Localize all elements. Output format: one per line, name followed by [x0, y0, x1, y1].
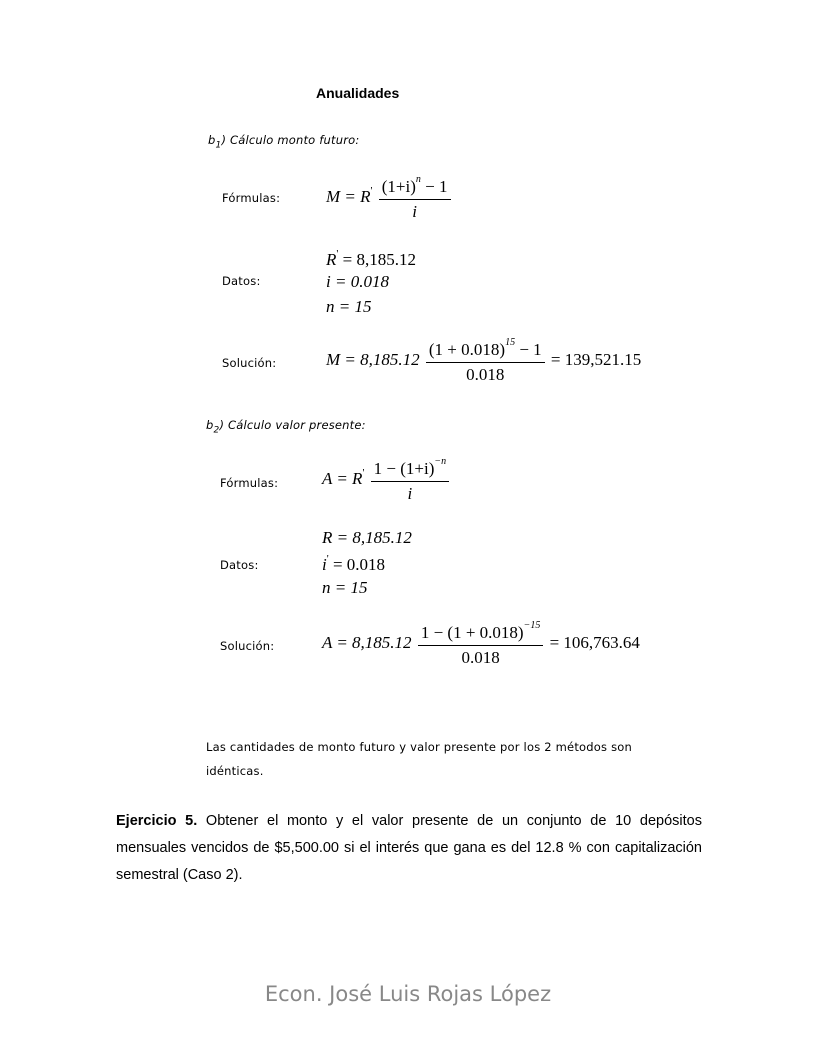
heading-index: 2 [213, 425, 220, 436]
solution-numerator-base: (1 + 0.018) [447, 623, 524, 642]
formula-numerator-tail: − 1 [420, 177, 448, 196]
b1-data-label: Datos: [222, 274, 261, 288]
b2-formulas-label: Fórmulas: [220, 476, 279, 490]
conclusion-note: Las cantidades de monto futuro y valor presente por los 2 métodos son idénticas. [206, 740, 632, 778]
formula-numerator-base: (1+i) [381, 177, 416, 196]
formula-numerator-base: (1+i) [400, 459, 435, 478]
section-b1-heading [208, 133, 359, 150]
heading-prefix: b [206, 418, 214, 432]
b1-data-R: R' = 8,185.12 [326, 248, 416, 269]
b2-data-label: Datos: [220, 558, 259, 572]
formula-numerator-exp: −n [434, 456, 447, 467]
b2-solution-label: Solución: [220, 639, 275, 653]
solution-numerator-exp: −15 [523, 620, 541, 631]
exercise-paragraph [116, 808, 702, 889]
solution-numerator-head: 1 − [420, 623, 448, 642]
solution-denominator: 0.018 [466, 365, 505, 384]
solution-result: = 139,521.15 [550, 349, 642, 369]
b2-solution [322, 620, 640, 668]
data-R-value: = 8,185.12 [342, 250, 416, 269]
solution-lhs: A = 8,185.12 [322, 632, 412, 652]
b2-formula: A = R' $\frac{1 - (1+i)^{-n}}{i}$ [322, 456, 451, 504]
heading-text: ) Cálculo valor presente: [219, 418, 366, 432]
solution-numerator-tail: − 1 [515, 340, 542, 359]
b1-data-i: i = 0.018 [326, 272, 389, 291]
solution-lhs: M = 8,185.12 [326, 349, 420, 369]
b1-data-n: n = 15 [326, 297, 372, 316]
b1-solution [326, 337, 641, 385]
b2-data-n: n = 15 [322, 578, 368, 597]
b2-data-i: i' = 0.018 [322, 553, 386, 574]
formula-denominator: i [407, 484, 413, 503]
page-title: Anualidades [316, 85, 400, 101]
formula-lhs: A = R [322, 468, 363, 488]
formula-lhs: M = R [326, 186, 371, 206]
solution-numerator-exp: 15 [505, 337, 516, 348]
b1-formulas-label: Fórmulas: [222, 191, 281, 205]
formula-numerator-head: 1 − [373, 459, 401, 478]
solution-numerator-base: (1 + 0.018) [428, 340, 506, 359]
heading-prefix: b [208, 133, 216, 147]
solution-result: = 106,763.64 [549, 632, 640, 652]
heading-text: ) Cálculo monto futuro: [221, 133, 360, 147]
b2-data-R: R = 8,185.12 [322, 528, 412, 547]
heading-index: 1 [215, 140, 222, 151]
exercise-text: Obtener el monto y el valor presente de un conjunto de 10 depósitos mensuales vencidos de $5,500.00 si el interés que gana es del 12.8 % con capitalización semestral (Caso 2). [116, 813, 702, 883]
b1-formula: M = R' $\frac{(1+i)^n - 1}{i}$ [326, 174, 453, 222]
footer-author: Econ. José Luis Rojas López [264, 982, 552, 1006]
b1-solution-label: Solución: [222, 356, 277, 370]
exercise-label: Ejercicio 5. [116, 813, 198, 829]
formula-numerator-exp: n [415, 174, 421, 185]
solution-denominator: 0.018 [461, 648, 500, 667]
formula-denominator: i [412, 202, 417, 221]
data-i-value: = 0.018 [332, 555, 386, 574]
section-b2-heading [206, 418, 366, 435]
